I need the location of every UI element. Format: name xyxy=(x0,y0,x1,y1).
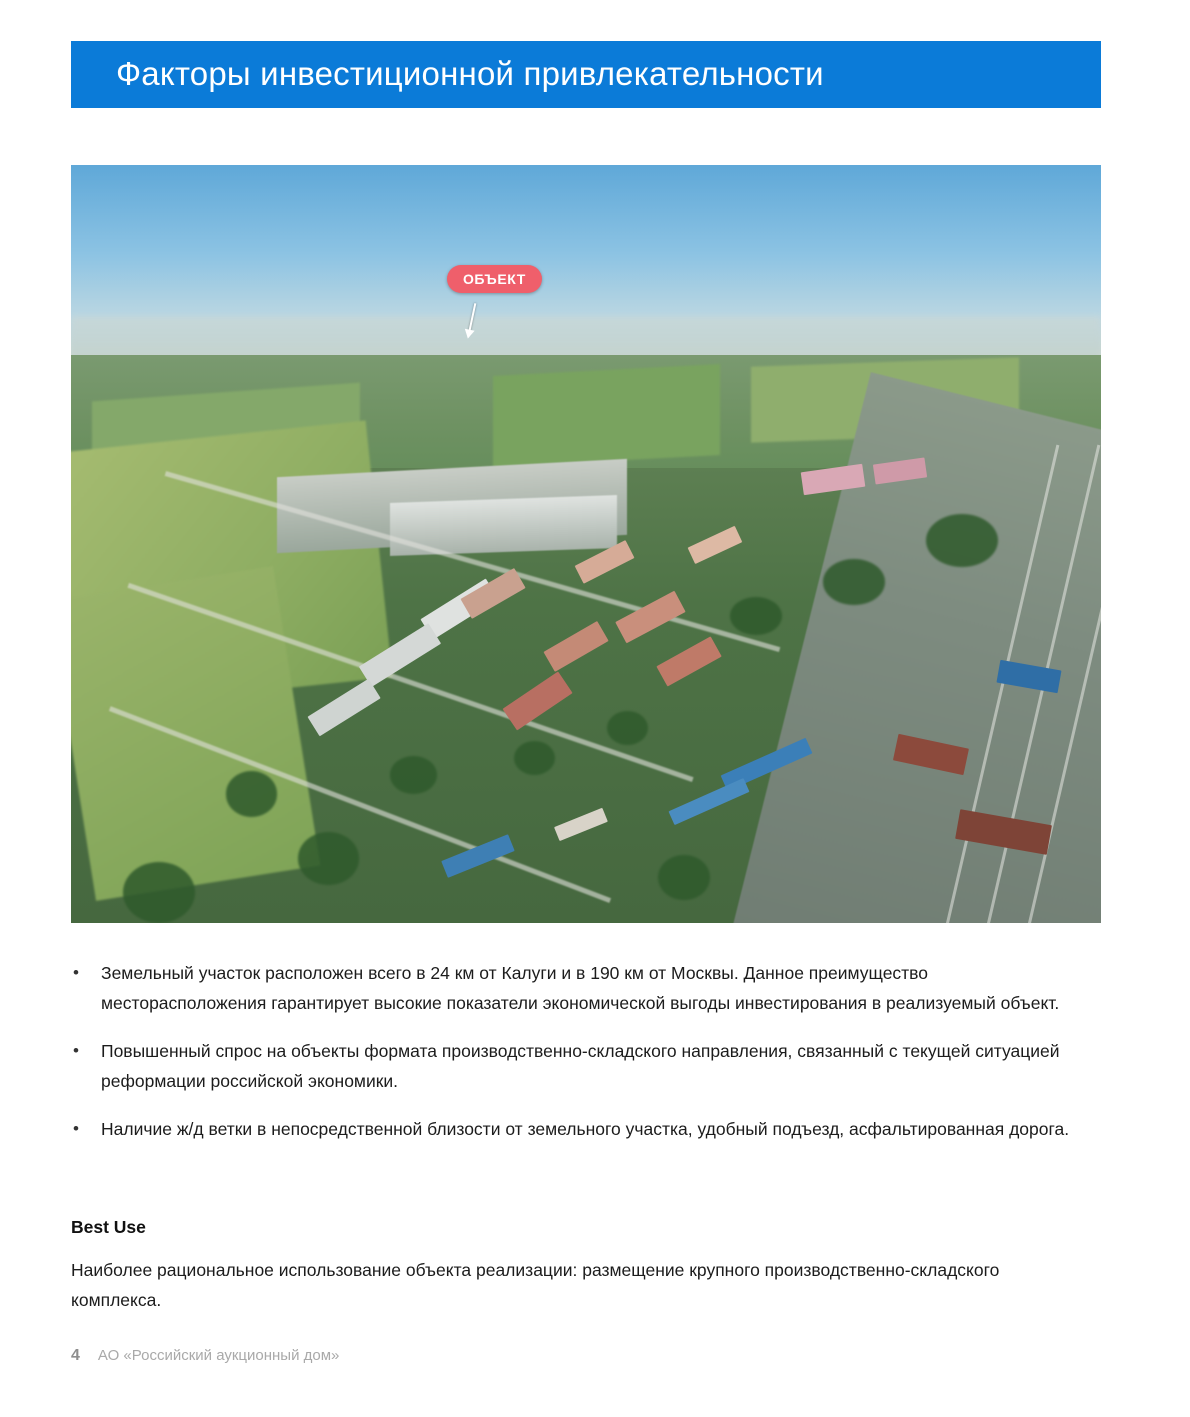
object-callout-label: ОБЪЕКТ xyxy=(447,265,542,293)
footer-company-name: АО «Российский аукционный дом» xyxy=(97,1347,340,1364)
bullet-marker-icon: • xyxy=(73,1041,79,1060)
photo-tree-cluster xyxy=(226,771,278,816)
aerial-photo-canvas xyxy=(71,165,1101,923)
photo-tree-cluster xyxy=(390,756,436,794)
list-item-text: Повышенный спрос на объекты формата производственно-складского направления, связанный с текущей ситуацией реформации российской экономики. xyxy=(101,1041,1060,1091)
page-number: 4 xyxy=(71,1347,80,1364)
list-item xyxy=(71,1036,1091,1096)
bullet-marker-icon: • xyxy=(73,1119,79,1138)
photo-field-center xyxy=(493,364,720,467)
photo-tree-cluster xyxy=(298,832,360,885)
list-item xyxy=(71,958,1091,1018)
advantages-list xyxy=(71,958,1091,1162)
list-item-text: Наличие ж/д ветки в непосредственной близости от земельного участка, удобный подъезд, асфальтированная дорога. xyxy=(101,1119,1070,1139)
page-title-banner xyxy=(71,41,1101,108)
photo-tree-cluster xyxy=(514,741,555,775)
page-footer xyxy=(71,1347,339,1365)
photo-tree-cluster xyxy=(730,597,782,635)
list-item-text: Земельный участок расположен всего в 24 км от Калуги и в 190 км от Москвы. Данное преимущество месторасположения гарантирует высокие показатели экономической выгоды инвестирования в реализуемый объект. xyxy=(101,963,1060,1013)
photo-tree-cluster xyxy=(607,711,648,745)
photo-tree-cluster xyxy=(123,862,195,923)
photo-tree-cluster xyxy=(926,514,998,567)
list-item xyxy=(71,1114,1091,1144)
page-title: Факторы инвестиционной привлекательности xyxy=(116,55,824,93)
aerial-photo xyxy=(71,165,1101,923)
bullet-marker-icon: • xyxy=(73,963,79,982)
best-use-body: Наиболее рациональное использование объекта реализации: размещение крупного производственно-складского комплекса. xyxy=(71,1260,1000,1310)
photo-tree-cluster xyxy=(823,559,885,604)
best-use-heading: Best Use xyxy=(71,1217,146,1237)
photo-tree-cluster xyxy=(658,855,710,900)
